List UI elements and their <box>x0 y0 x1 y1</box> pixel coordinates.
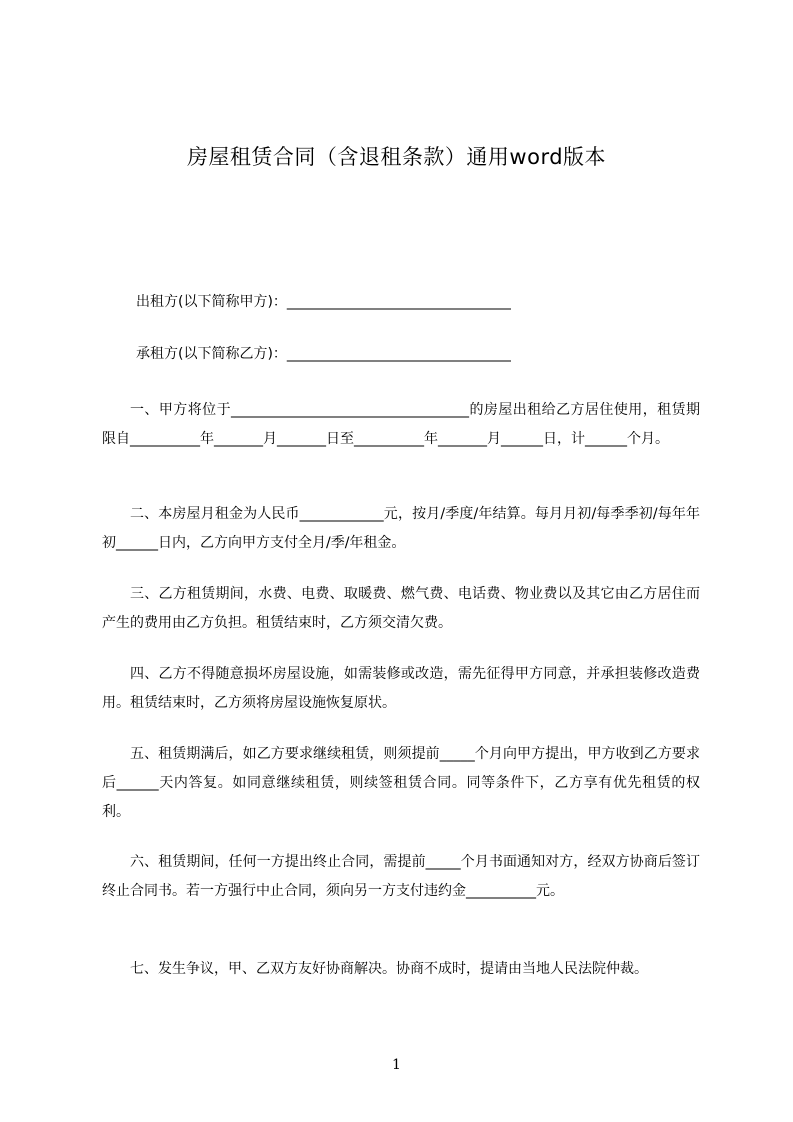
clause-3: 三、乙方租赁期间，水费、电费、取暖费、燃气费、电话费、物业费以及其它由乙方居住而产生的费用由乙方负担。租赁结束时，乙方须交清欠费。 <box>102 586 700 631</box>
lessee-line: 承租方(以下简称乙方)：________________________________ <box>136 346 511 362</box>
clause-2: 二、本房屋月租金为人民币____________元，按月/季度/年结算。每月月初/每季季初/每年年初______日内，乙方向甲方支付全月/季/年租金。 <box>102 506 700 551</box>
lessor-line: 出租方(以下简称甲方)：________________________________ <box>136 294 511 310</box>
clause-4: 四、乙方不得随意损坏房屋设施，如需装修或改造，需先征得甲方同意，并承担装修改造费用。租赁结束时，乙方须将房屋设施恢复原状。 <box>102 666 700 711</box>
clause-7: 七、发生争议，甲、乙双方友好协商解决。协商不成时，提请由当地人民法院仲裁。 <box>130 961 648 977</box>
document-title: 房屋租赁合同（含退租条款）通用word版本 <box>186 145 607 169</box>
clause-6: 六、租赁期间，任何一方提出终止合同，需提前_____个月书面通知对方，经双方协商后签订终止合同书。若一方强行中止合同，须向另一方支付违约金__________元。 <box>102 854 700 899</box>
page-number: 1 <box>392 1057 401 1073</box>
clause-5: 五、租赁期满后，如乙方要求继续租赁，则须提前_____个月向甲方提出，甲方收到乙方要求后______天内答复。如同意继续租赁，则续签租赁合同。同等条件下，乙方享有优先租赁的权利。 <box>102 746 700 820</box>
clause-1: 一、甲方将位于__________________________________的房屋出租给乙方居住使用，租赁期限自__________年_______月_______日至__________年_______月______日，计______个月。 <box>102 402 700 447</box>
